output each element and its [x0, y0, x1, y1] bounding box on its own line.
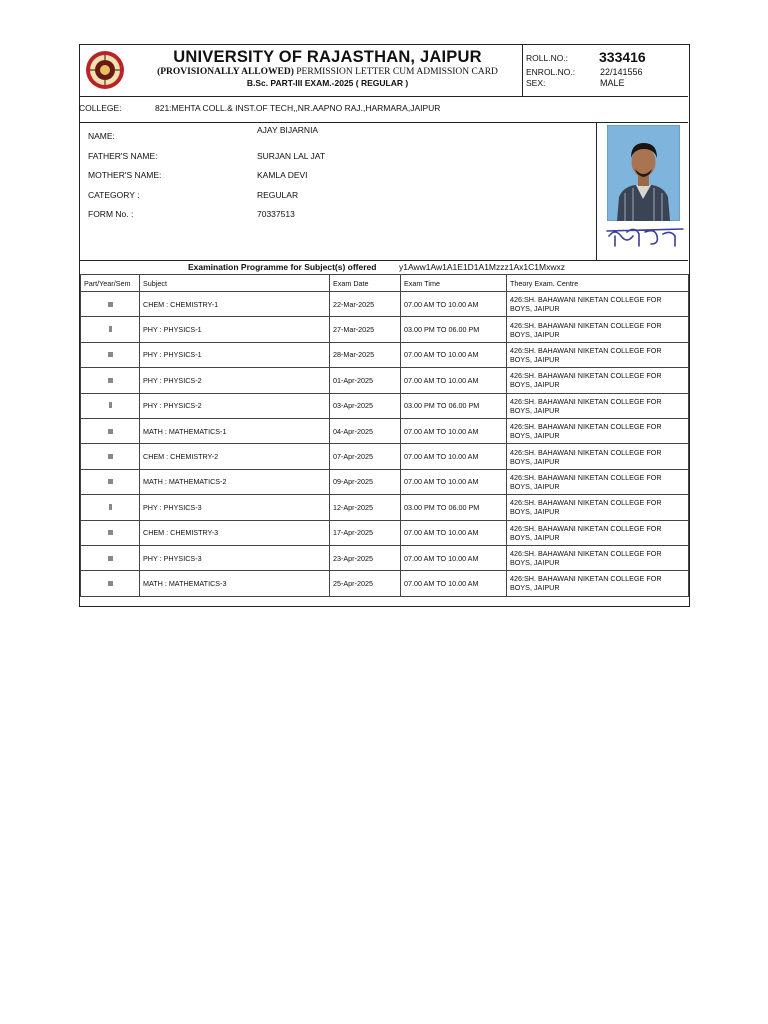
part-cell — [81, 469, 140, 494]
col-time: Exam Time — [401, 275, 507, 292]
table-row — [81, 469, 689, 494]
time-cell: 03.00 PM TO 06.00 PM — [401, 495, 507, 520]
university-name: UNIVERSITY OF RAJASTHAN, JAIPUR — [173, 48, 482, 66]
admission-card — [79, 44, 690, 607]
date-cell: 22-Mar-2025 — [330, 292, 401, 317]
part-cell — [81, 317, 140, 342]
student-info — [80, 122, 688, 261]
father-label: FATHER'S NAME: — [88, 151, 158, 161]
student-signature — [605, 222, 685, 252]
time-cell: 07.00 AM TO 10.00 AM — [401, 368, 507, 393]
part-marker — [108, 530, 113, 535]
student-photo — [607, 125, 680, 221]
centre-cell: 426:SH. BAHAWANI NIKETAN COLLEGE FOR BOYS, JAIPUR — [507, 469, 689, 494]
date-cell: 17-Apr-2025 — [330, 520, 401, 545]
part-marker — [108, 429, 113, 434]
table-row — [81, 545, 689, 570]
subject-cell: MATH : MATHEMATICS-2 — [140, 469, 330, 494]
part-cell — [81, 444, 140, 469]
centre-cell: 426:SH. BAHAWANI NIKETAN COLLEGE FOR BOYS, JAIPUR — [507, 444, 689, 469]
date-cell: 01-Apr-2025 — [330, 368, 401, 393]
date-cell: 04-Apr-2025 — [330, 418, 401, 443]
exam-table — [80, 274, 689, 597]
centre-cell: 426:SH. BAHAWANI NIKETAN COLLEGE FOR BOYS, JAIPUR — [507, 520, 689, 545]
roll-label: ROLL.NO.: — [526, 53, 569, 63]
enrol-label: ENROL.NO.: — [526, 67, 576, 77]
father-value: SURJAN LAL JAT — [257, 151, 326, 161]
sex-label: SEX: — [526, 78, 546, 88]
roll-number: 333416 — [599, 49, 646, 65]
col-part: Part/Year/Sem — [81, 275, 140, 292]
part-marker — [108, 581, 113, 586]
name-value: AJAY BIJARNIA — [257, 125, 319, 135]
subject-cell: CHEM : CHEMISTRY-1 — [140, 292, 330, 317]
part-cell — [81, 520, 140, 545]
time-cell: 07.00 AM TO 10.00 AM — [401, 571, 507, 596]
enrol-number: 22/141556 — [600, 67, 643, 77]
exam-rows — [81, 292, 689, 597]
date-cell: 09-Apr-2025 — [330, 469, 401, 494]
category-label: CATEGORY : — [88, 190, 140, 200]
table-row — [81, 520, 689, 545]
centre-cell: 426:SH. BAHAWANI NIKETAN COLLEGE FOR BOYS, JAIPUR — [507, 571, 689, 596]
centre-cell: 426:SH. BAHAWANI NIKETAN COLLEGE FOR BOYS, JAIPUR — [507, 368, 689, 393]
exam-title: B.Sc. PART-III EXAM.-2025 ( REGULAR ) — [246, 78, 409, 88]
part-cell — [81, 393, 140, 418]
part-cell — [81, 342, 140, 367]
mother-value: KAMLA DEVI — [257, 170, 308, 180]
sex-value: MALE — [600, 78, 625, 88]
centre-cell: 426:SH. BAHAWANI NIKETAN COLLEGE FOR BOYS, JAIPUR — [507, 495, 689, 520]
subject-cell: PHY : PHYSICS-1 — [140, 342, 330, 367]
time-cell: 07.00 AM TO 10.00 AM — [401, 418, 507, 443]
part-marker — [109, 402, 112, 408]
date-cell: 27-Mar-2025 — [330, 317, 401, 342]
part-cell — [81, 418, 140, 443]
college-label: COLLEGE: — [79, 103, 122, 113]
centre-cell: 426:SH. BAHAWANI NIKETAN COLLEGE FOR BOYS, JAIPUR — [507, 317, 689, 342]
photo-box — [596, 122, 689, 260]
centre-cell: 426:SH. BAHAWANI NIKETAN COLLEGE FOR BOYS, JAIPUR — [507, 545, 689, 570]
subject-cell: MATH : MATHEMATICS-1 — [140, 418, 330, 443]
time-cell: 07.00 AM TO 10.00 AM — [401, 342, 507, 367]
card-subtitle — [130, 67, 525, 77]
table-row — [81, 368, 689, 393]
subject-cell: PHY : PHYSICS-3 — [140, 545, 330, 570]
programme-code: y1Aww1Aw1A1E1D1A1Mzzz1Ax1C1Mxwxz — [399, 262, 565, 272]
part-marker — [109, 504, 112, 510]
form-value: 70337513 — [257, 209, 295, 219]
part-cell — [81, 292, 140, 317]
college-row — [80, 96, 688, 123]
subject-cell: CHEM : CHEMISTRY-3 — [140, 520, 330, 545]
date-cell: 03-Apr-2025 — [330, 393, 401, 418]
part-marker — [108, 378, 113, 383]
table-row — [81, 444, 689, 469]
table-row — [81, 292, 689, 317]
table-row — [81, 571, 689, 596]
col-subject: Subject — [140, 275, 330, 292]
part-marker — [108, 352, 113, 357]
name-label: NAME: — [88, 131, 115, 141]
time-cell: 07.00 AM TO 10.00 AM — [401, 520, 507, 545]
university-logo-icon — [84, 48, 126, 92]
part-marker — [108, 556, 113, 561]
subject-cell: PHY : PHYSICS-3 — [140, 495, 330, 520]
part-marker — [109, 326, 112, 332]
programme-heading — [80, 260, 688, 275]
date-cell: 28-Mar-2025 — [330, 342, 401, 367]
table-row — [81, 495, 689, 520]
programme-title: Examination Programme for Subject(s) offered — [188, 262, 377, 272]
provisional-text: (PROVISIONALLY ALLOWED) — [157, 67, 294, 77]
col-centre: Theory Exam. Centre — [507, 275, 689, 292]
table-header-row — [81, 275, 689, 292]
subject-cell: PHY : PHYSICS-1 — [140, 317, 330, 342]
letter-title: PERMISSION LETTER CUM ADMISSION CARD — [296, 67, 498, 77]
part-cell — [81, 368, 140, 393]
time-cell: 03.00 PM TO 06.00 PM — [401, 317, 507, 342]
part-cell — [81, 495, 140, 520]
time-cell: 07.00 AM TO 10.00 AM — [401, 545, 507, 570]
date-cell: 23-Apr-2025 — [330, 545, 401, 570]
part-cell — [81, 571, 140, 596]
table-row — [81, 317, 689, 342]
mother-label: MOTHER'S NAME: — [88, 170, 162, 180]
subject-cell: PHY : PHYSICS-2 — [140, 393, 330, 418]
subject-cell: CHEM : CHEMISTRY-2 — [140, 444, 330, 469]
centre-cell: 426:SH. BAHAWANI NIKETAN COLLEGE FOR BOYS, JAIPUR — [507, 418, 689, 443]
college-value: 821:MEHTA COLL.& INST.OF TECH,,NR.AAPNO RAJ.,HARMARA,JAIPUR — [155, 103, 441, 113]
date-cell: 07-Apr-2025 — [330, 444, 401, 469]
part-marker — [108, 454, 113, 459]
part-marker — [108, 479, 113, 484]
table-row — [81, 418, 689, 443]
centre-cell: 426:SH. BAHAWANI NIKETAN COLLEGE FOR BOYS, JAIPUR — [507, 292, 689, 317]
time-cell: 07.00 AM TO 10.00 AM — [401, 469, 507, 494]
date-cell: 25-Apr-2025 — [330, 571, 401, 596]
card-header — [80, 45, 688, 97]
category-value: REGULAR — [257, 190, 299, 200]
table-row — [81, 393, 689, 418]
table-row — [81, 342, 689, 367]
part-cell — [81, 545, 140, 570]
col-date: Exam Date — [330, 275, 401, 292]
time-cell: 07.00 AM TO 10.00 AM — [401, 444, 507, 469]
subject-cell: PHY : PHYSICS-2 — [140, 368, 330, 393]
part-marker — [108, 302, 113, 307]
form-label: FORM No. : — [88, 209, 134, 219]
time-cell: 07.00 AM TO 10.00 AM — [401, 292, 507, 317]
date-cell: 12-Apr-2025 — [330, 495, 401, 520]
subject-cell: MATH : MATHEMATICS-3 — [140, 571, 330, 596]
centre-cell: 426:SH. BAHAWANI NIKETAN COLLEGE FOR BOYS, JAIPUR — [507, 342, 689, 367]
centre-cell: 426:SH. BAHAWANI NIKETAN COLLEGE FOR BOYS, JAIPUR — [507, 393, 689, 418]
time-cell: 03.00 PM TO 06.00 PM — [401, 393, 507, 418]
